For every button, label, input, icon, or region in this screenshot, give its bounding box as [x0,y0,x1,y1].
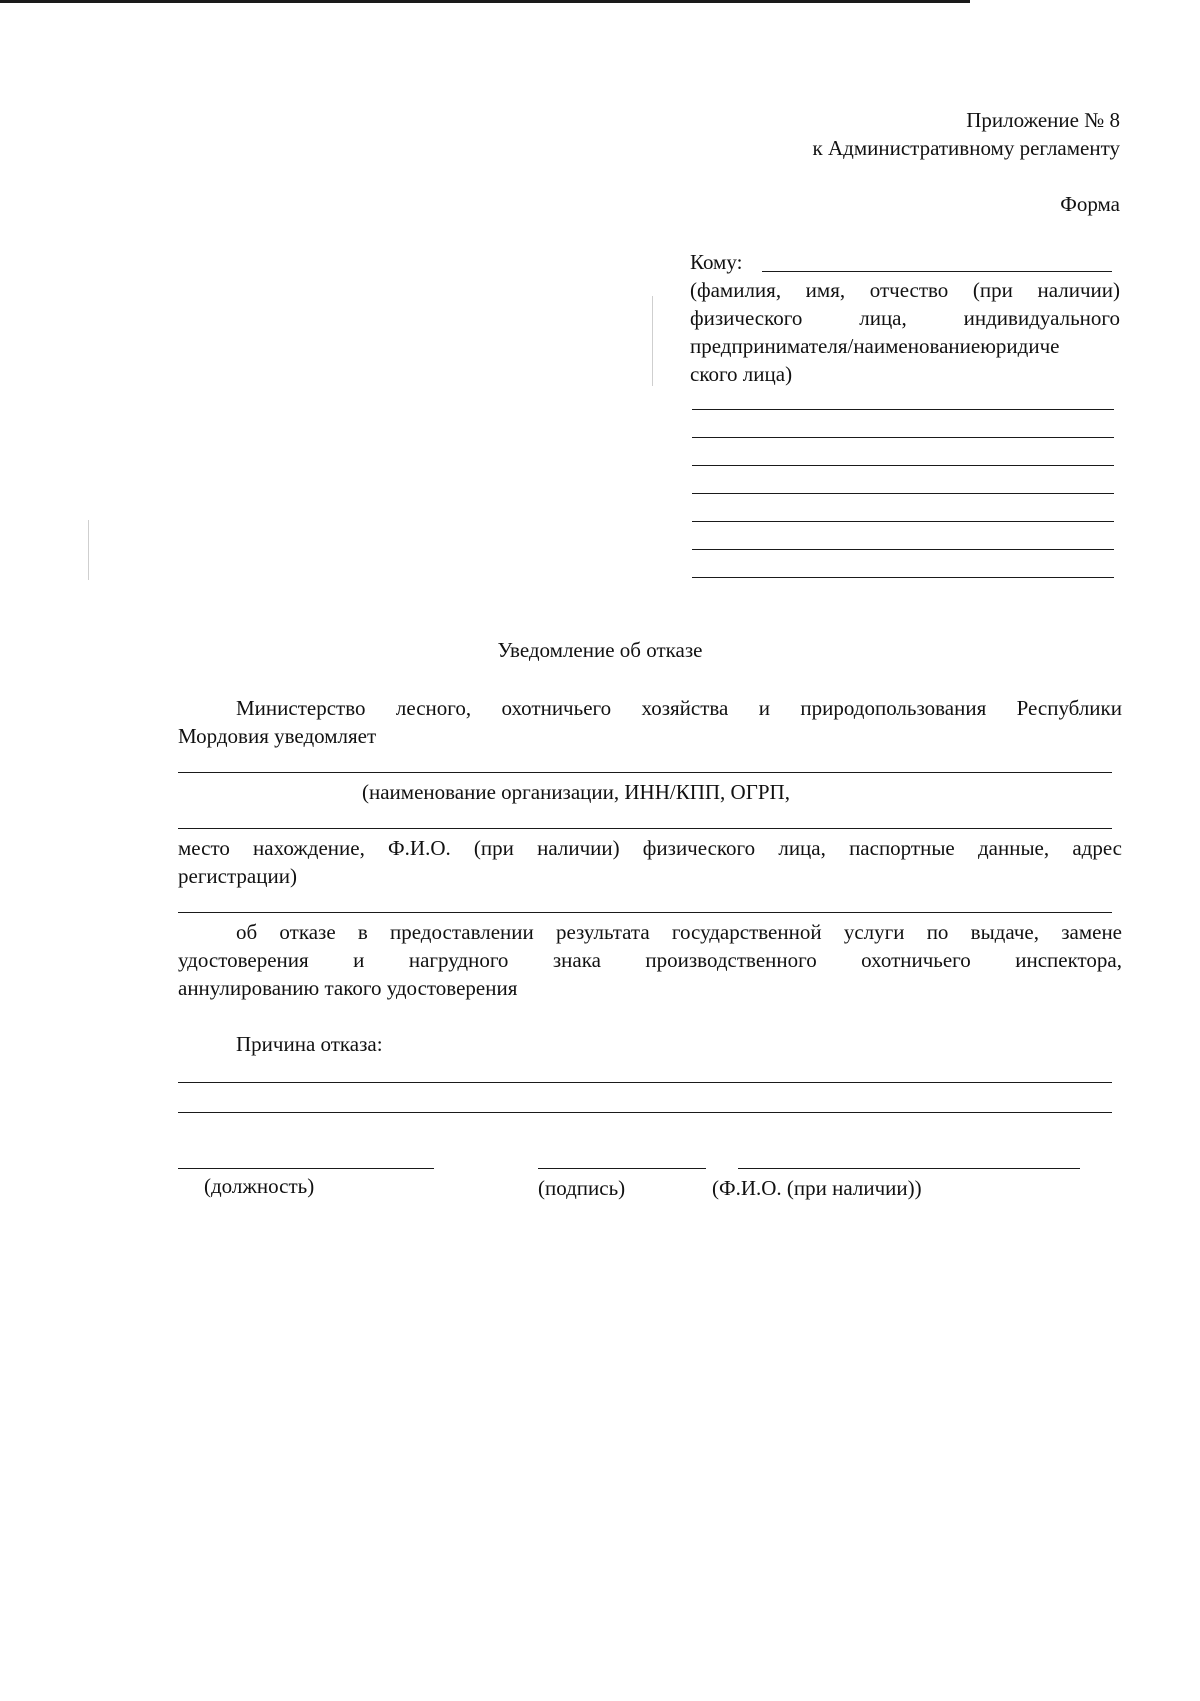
location-hint-line-1: место нахождение, Ф.И.О. (при наличии) физического лица, паспортные данные, адрес [178,836,1122,860]
recipient-hint-line-1: (фамилия, имя, отчество (при наличии) [690,278,1120,302]
recipient-address-line-7 [692,577,1114,578]
refusal-line-3: аннулированию такого удостоверения [178,976,518,1000]
location-blank-line [178,828,1112,829]
recipient-hint-line-4: ского лица) [690,362,793,386]
scan-artifact [88,520,89,580]
document-title: Уведомление об отказе [497,638,703,662]
recipient-address-line-5 [692,521,1114,522]
recipient-address-line-6 [692,549,1114,550]
recipient-blank-line [762,271,1112,272]
full-name-label: (Ф.И.О. (при наличии)) [712,1176,922,1200]
recipient-address-line-1 [692,409,1114,410]
recipient-address-line-2 [692,437,1114,438]
reason-line-2 [178,1112,1112,1113]
refusal-line-1: об отказе в предоставлении результата государственной услуги по выдаче, замене [236,920,1122,944]
organization-hint: (наименование организации, ИНН/КПП, ОГРП, [362,780,790,804]
recipient-address-line-4 [692,493,1114,494]
refusal-line-2: удостоверения и нагрудного знака производственного охотничьего инспектора, [178,948,1122,972]
regulation-reference: к Административному регламенту [812,136,1120,160]
organization-blank-line [178,772,1112,773]
scan-artifact [652,296,653,386]
recipient-hint-line-3: предпринимателя/наименованиеюридиче [690,334,1060,358]
appendix-number: Приложение № 8 [966,108,1120,132]
refusal-reason-label: Причина отказа: [236,1032,383,1056]
ministry-line-2: Мордовия уведомляет [178,724,377,748]
reason-line-1 [178,1082,1112,1083]
position-label: (должность) [204,1174,315,1198]
signature-blank-line [538,1168,706,1169]
to-label: Кому: [690,250,743,274]
form-label: Форма [1060,192,1120,216]
location-hint-line-2: регистрации) [178,864,297,888]
details-blank-line [178,912,1112,913]
recipient-address-line-3 [692,465,1114,466]
signature-label: (подпись) [538,1176,626,1200]
position-blank-line [178,1168,434,1169]
ministry-line-1: Министерство лесного, охотничьего хозяйства и природопользования Республики [236,696,1122,720]
name-blank-line [738,1168,1080,1169]
scan-top-edge [0,0,970,3]
recipient-hint-line-2: физического лица, индивидуального [690,306,1120,330]
